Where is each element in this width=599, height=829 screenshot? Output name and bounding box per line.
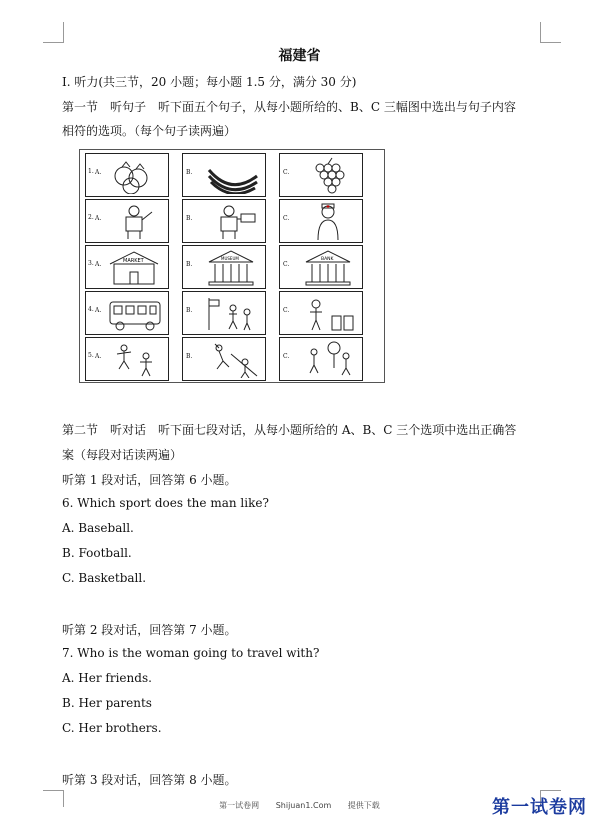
question-7-option-c: C. Her brothers. (62, 721, 162, 735)
postman-icon (201, 202, 263, 240)
picture-option (85, 199, 169, 243)
picture-option (182, 199, 266, 243)
option-letter: C. (283, 307, 290, 314)
option-letter: B. (186, 307, 193, 314)
svg-text:MARKET: MARKET (123, 258, 144, 264)
section2-instructions-line1: 第二节 听对话 听下面七段对话，从每小题所给的 A、B、C 三个选项中选出正确答 (62, 423, 517, 437)
picture-option (85, 291, 169, 335)
option-letter: A. (95, 353, 102, 360)
picture-option (182, 153, 266, 197)
picture-option (279, 153, 363, 197)
planting-trees-icon (298, 340, 360, 378)
picture-option (279, 337, 363, 381)
picture-option (182, 291, 266, 335)
market-icon (104, 248, 166, 286)
question-6: 6. Which sport does the man like? (62, 496, 269, 510)
crop-mark-top-left (43, 22, 64, 43)
section2-instructions-line2: 案（每段对话读两遍） (62, 448, 183, 462)
recycling-bins-icon (298, 294, 360, 332)
dialog2-intro: 听第 2 段对话，回答第 7 小题。 (62, 623, 237, 637)
picture-option (182, 337, 266, 381)
option-letter: C. (283, 169, 290, 176)
option-letter: B. (186, 169, 193, 176)
option-letter: A. (95, 215, 102, 222)
picture-option (85, 245, 169, 289)
question-number: 5. (88, 352, 94, 359)
picture-option (279, 199, 363, 243)
picture-option (279, 291, 363, 335)
picture-option (279, 245, 363, 289)
page-title: 福建省 (278, 48, 321, 64)
worker-icon (104, 202, 166, 240)
option-letter: C. (283, 353, 290, 360)
crop-mark-top-right (540, 22, 561, 43)
picture-option (85, 337, 169, 381)
bus-icon (104, 294, 166, 332)
option-letter: C. (283, 261, 290, 268)
listening-intro: Ⅰ. 听力(共三节，20 小题；每小题 1.5 分，满分 30 分) (62, 75, 357, 89)
question-number: 3. (88, 260, 94, 267)
picture-options-grid (79, 149, 385, 383)
question-number: 4. (88, 306, 94, 313)
section1-instructions-line2: 相符的选项。（每个句子读两遍） (62, 124, 237, 138)
grapes-icon (298, 156, 360, 194)
bananas-icon (201, 156, 263, 194)
question-6-option-c: C. Basketball. (62, 571, 147, 585)
question-number: 1. (88, 168, 94, 175)
volleyball-players-icon (201, 340, 263, 378)
question-6-option-b: B. Football. (62, 546, 132, 560)
footer-text: 第一试卷网 Shijuan1.Com 提供下载 (219, 801, 380, 810)
option-letter: B. (186, 261, 193, 268)
picture-option (85, 153, 169, 197)
nurse-icon (298, 202, 360, 240)
museum-icon (201, 248, 263, 286)
question-7-option-a: A. Her friends. (62, 671, 152, 685)
question-7: 7. Who is the woman going to travel with? (62, 646, 320, 660)
picture-option (182, 245, 266, 289)
site-logo: 第一试卷网 (492, 797, 587, 818)
option-letter: A. (95, 261, 102, 268)
bank-icon (298, 248, 360, 286)
basketball-players-icon (201, 294, 263, 332)
dialog3-intro: 听第 3 段对话，回答第 8 小题。 (62, 773, 237, 787)
svg-text:BANK: BANK (321, 257, 334, 262)
option-letter: A. (95, 307, 102, 314)
question-number: 2. (88, 214, 94, 221)
dialog1-intro: 听第 1 段对话，回答第 6 小题。 (62, 473, 237, 487)
strawberries-icon (104, 156, 166, 194)
option-letter: B. (186, 353, 193, 360)
option-letter: A. (95, 169, 102, 176)
section1-instructions-line1: 第一节 听句子 听下面五个句子，从每小题所给的、B、C 三幅图中选出与句子内容 (62, 100, 516, 114)
option-letter: B. (186, 215, 193, 222)
question-7-option-b: B. Her parents (62, 696, 152, 710)
svg-text:MUSEUM: MUSEUM (221, 256, 239, 261)
question-6-option-a: A. Baseball. (62, 521, 134, 535)
dancers-icon (104, 340, 166, 378)
option-letter: C. (283, 215, 290, 222)
